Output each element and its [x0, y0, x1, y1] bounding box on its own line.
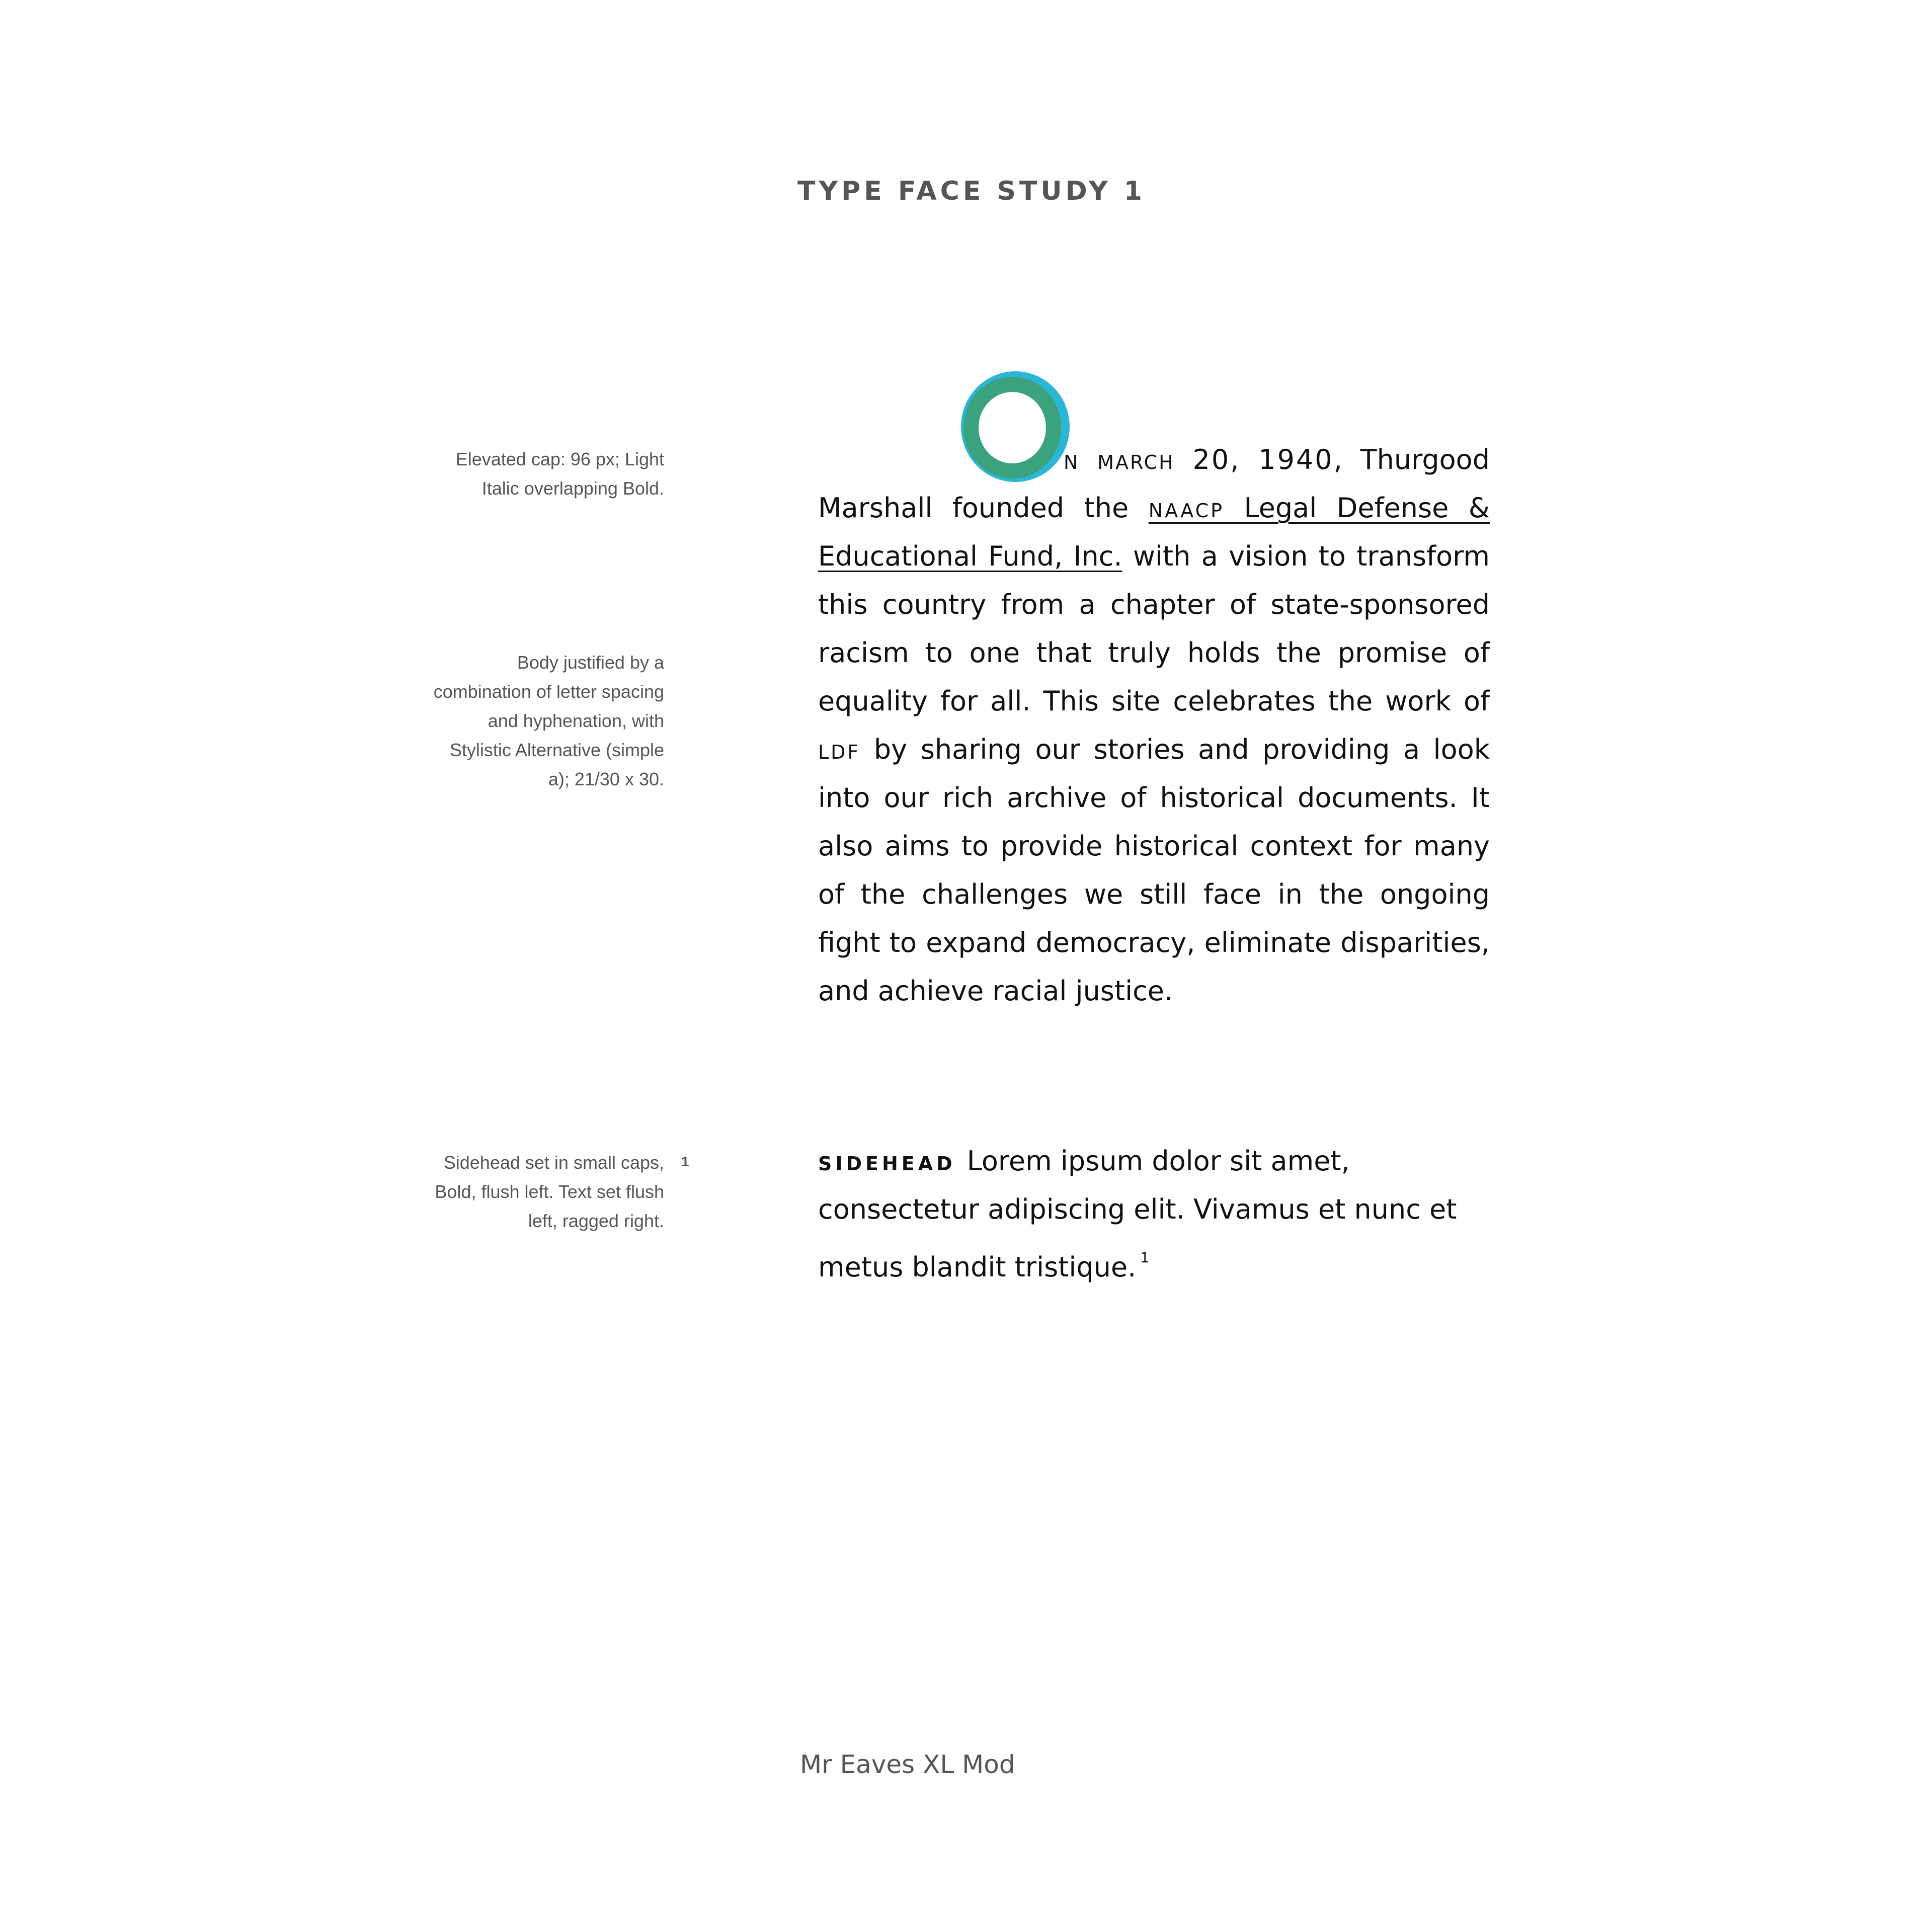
body-text-2: with a vision to transform this country from a chapter of state-sponsored racism to one that truly holds the promise of equality for all. This site celebrates the work of — [818, 540, 1490, 717]
ldf-abbr: ldf — [818, 734, 861, 765]
org-name: Legal Defense & Educational Fund, Inc. — [818, 492, 1490, 572]
sidehead-paragraph — [818, 1137, 1490, 1292]
page-title: TYPE FACE STUDY 1 — [797, 176, 1146, 206]
lead-small-caps: n march 20, 1940, — [1064, 444, 1344, 475]
footnote-ref[interactable]: 1 — [1140, 1249, 1150, 1266]
note-body-justified: Body justified by a combination of letter spacing and hyphenation, with Stylistic Alternative (simple a); 21/30 x 30. — [433, 652, 664, 789]
body-text-1: Thurgood Marshall founded the — [818, 444, 1490, 524]
note-marker: 1 — [681, 1154, 689, 1169]
body-paragraph — [818, 436, 1490, 1015]
org-abbr: naacp — [1148, 492, 1225, 524]
note-elevated-cap: Elevated cap: 96 px; Light Italic overlapping Bold. — [455, 449, 664, 499]
sidehead-text: Lorem ipsum dolor sit amet, consectetur adipiscing elit. Vivamus et nunc et metus blandit tristique. — [818, 1145, 1457, 1283]
font-name-footer: Mr Eaves XL Mod — [800, 1750, 1015, 1779]
sidehead-label: sidehead — [818, 1145, 956, 1177]
body-text-3: by sharing our stories and providing a look into our rich archive of historical documents. It also aims to provide historical context for many of the challenges we still face in the ongoing fight to expand democracy, eliminate disparities, and achieve racial justice. — [818, 734, 1490, 1007]
note-sidehead: Sidehead set in small caps, Bold, flush left. Text set flush left, ragged right. — [435, 1152, 664, 1231]
cap-letter: O — [708, 112, 715, 122]
